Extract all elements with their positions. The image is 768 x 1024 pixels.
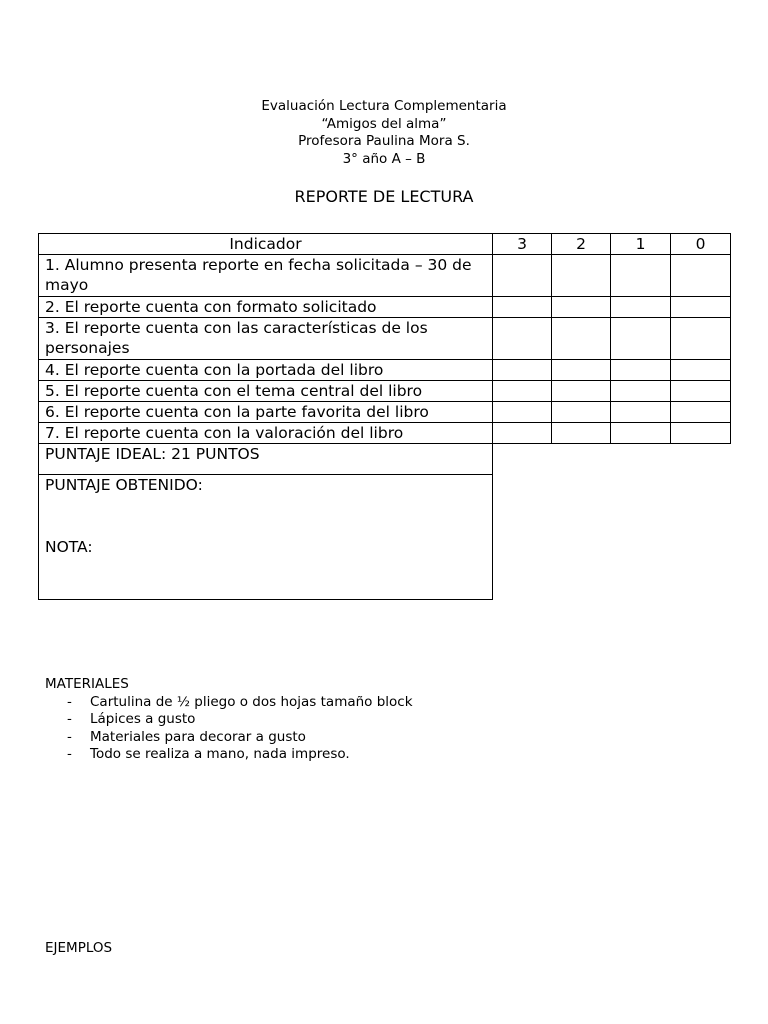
score-cell <box>552 297 611 318</box>
score-cell <box>552 318 611 360</box>
score-cell <box>611 402 671 423</box>
table-row <box>39 423 731 444</box>
materials-heading: MATERIALES <box>45 676 129 692</box>
list-item-text: Cartulina de ½ pliego o dos hojas tamaño block <box>90 693 413 710</box>
table-row <box>39 255 731 297</box>
score-cell <box>611 255 671 297</box>
score-cell <box>552 360 611 381</box>
table-row <box>39 360 731 381</box>
dash-bullet-icon: - <box>67 746 72 762</box>
score-cell <box>671 381 731 402</box>
score-cell <box>493 318 552 360</box>
empty-area <box>493 475 731 600</box>
score-cell <box>552 402 611 423</box>
indicator-cell: 7. El reporte cuenta con la valoración del libro <box>39 423 493 444</box>
score-cell <box>493 423 552 444</box>
column-header-score-1: 1 <box>611 234 671 255</box>
header-grade: 3° año A – B <box>342 151 426 168</box>
dash-bullet-icon: - <box>67 711 72 727</box>
list-item-text: Materiales para decorar a gusto <box>90 728 306 745</box>
obtained-score-row <box>39 475 731 600</box>
score-cell <box>671 360 731 381</box>
table-row <box>39 297 731 318</box>
list-item <box>45 746 413 764</box>
score-cell <box>671 297 731 318</box>
table-row <box>39 381 731 402</box>
obtained-score-label: PUNTAJE OBTENIDO: <box>45 476 203 494</box>
score-cell <box>552 255 611 297</box>
indicator-cell: 2. El reporte cuenta con formato solicitado <box>39 297 493 318</box>
score-cell <box>552 423 611 444</box>
score-cell <box>493 297 552 318</box>
indicator-cell: 4. El reporte cuenta con la portada del libro <box>39 360 493 381</box>
dash-bullet-icon: - <box>67 693 72 710</box>
grade-label: NOTA: <box>45 538 93 556</box>
score-cell <box>493 381 552 402</box>
document-header <box>0 98 768 169</box>
materials-list <box>45 694 413 764</box>
score-cell <box>671 402 731 423</box>
score-cell <box>552 381 611 402</box>
column-header-score-0: 0 <box>671 234 731 255</box>
score-cell <box>611 423 671 444</box>
indicator-cell: 5. El reporte cuenta con el tema central del libro <box>39 381 493 402</box>
ideal-score-row <box>39 444 731 475</box>
obtained-score-cell <box>39 475 493 600</box>
column-header-score-2: 2 <box>552 234 611 255</box>
list-item-text: Lápices a gusto <box>90 711 196 727</box>
header-evaluation: Evaluación Lectura Complementaria <box>261 98 507 114</box>
examples-heading: EJEMPLOS <box>45 940 113 956</box>
indicator-cell: 1. Alumno presenta reporte en fecha solicitada – 30 de mayo <box>39 255 493 297</box>
rubric-table <box>38 233 731 600</box>
score-cell <box>611 381 671 402</box>
score-cell <box>493 360 552 381</box>
list-item-text: Todo se realiza a mano, nada impreso. <box>90 746 350 762</box>
score-cell <box>611 360 671 381</box>
header-book-title: “Amigos del alma” <box>321 115 447 132</box>
score-cell <box>611 297 671 318</box>
materials-section <box>45 676 413 764</box>
ideal-score-cell: PUNTAJE IDEAL: 21 PUNTOS <box>39 444 493 475</box>
list-item <box>45 694 413 712</box>
page-title: REPORTE DE LECTURA <box>294 187 474 206</box>
table-row <box>39 318 731 360</box>
score-cell <box>671 255 731 297</box>
score-cell <box>611 318 671 360</box>
list-item <box>45 729 413 747</box>
score-cell <box>493 402 552 423</box>
dash-bullet-icon: - <box>67 728 72 745</box>
empty-area <box>493 444 731 475</box>
table-header-row <box>39 234 731 255</box>
indicator-cell: 6. El reporte cuenta con la parte favorita del libro <box>39 402 493 423</box>
score-cell <box>671 318 731 360</box>
score-cell <box>671 423 731 444</box>
header-teacher: Profesora Paulina Mora S. <box>298 133 470 150</box>
table-row <box>39 402 731 423</box>
column-header-score-3: 3 <box>493 234 552 255</box>
column-header-indicator: Indicador <box>39 234 493 255</box>
indicator-cell: 3. El reporte cuenta con las características de los personajes <box>39 318 493 360</box>
list-item <box>45 711 413 729</box>
score-cell <box>493 255 552 297</box>
